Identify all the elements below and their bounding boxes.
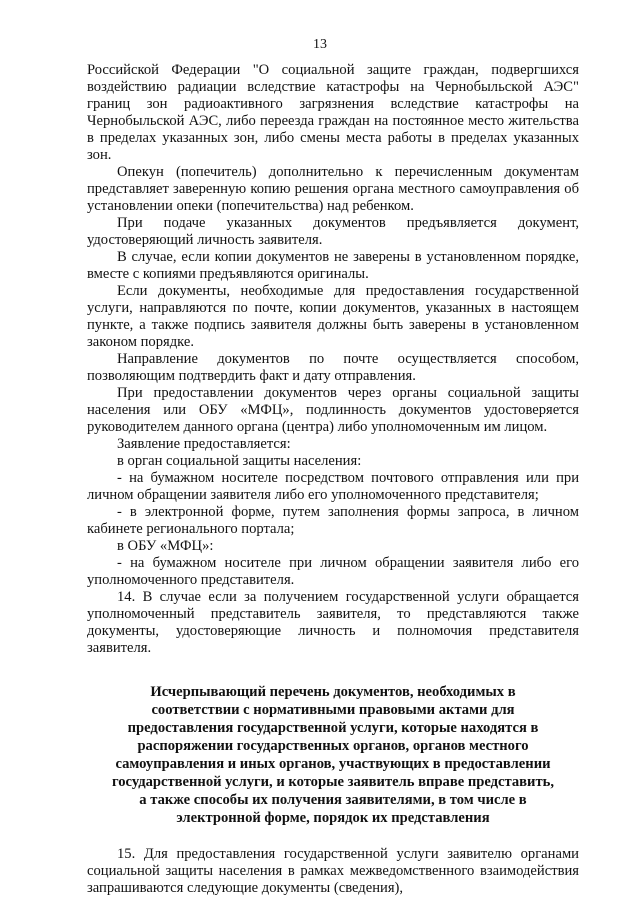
- paragraph-continuation: Российской Федерации "О социальной защите граждан, подвергшихся воздействию радиации вследствие катастрофы на Чернобыльской АЭС" границ зон радиоактивного загрязнения вследствие катастрофы на Чернобыльской АЭС, либо переезда граждан на постоянное место жительства в пределах указанных зон, либо смены места работы в пределах указанных зон.: [87, 62, 579, 163]
- paragraph-15: 15. Для предоставления государственной услуги заявителю органами социальной защиты населения в рамках межведомственного взаимодействия запрашиваются следующие документы (сведения),: [87, 846, 579, 896]
- paragraph-copies: В случае, если копии документов не заверены в установленном порядке, вместе с копиями предъявляются оригиналы.: [87, 249, 579, 282]
- paragraph-post: Если документы, необходимые для предоставления государственной услуги, направляются по почте, копии документов, указанных в настоящем пункте, а также подпись заявителя должны быть заверены в установленном законом порядке.: [87, 283, 579, 350]
- paragraph-mfc-verification: При предоставлении документов через органы социальной защиты населения или ОБУ «МФЦ», подлинность документов удостоверяется руководителем данного органа (центра) либо уполномоченным им лицом.: [87, 385, 579, 435]
- list-item-paper: - на бумажном носителе посредством почтового отправления или при личном обращении заявителя либо его уполномоченного представителя;: [87, 470, 579, 503]
- paragraph-application-provided: Заявление предоставляется:: [117, 436, 291, 452]
- list-item-mfc-paper: - на бумажном носителе при личном обращении заявителя либо его уполномоченного представителя.: [87, 555, 579, 588]
- body-text: [87, 62, 579, 897]
- section-heading: Исчерпывающий перечень документов, необходимых в соответствии с нормативными правовыми актами для предоставления государственной услуги, которые находятся в распоряжении государственных органов, органов местного самоуправления и иных органов, участвующих в предоставлении государственной услуги, и которые заявитель вправе представить, а также способы их получения заявителями, в том числе в электронной форме, порядок их представления: [111, 684, 555, 826]
- paragraph-identity: При подаче указанных документов предъявляется документ, удостоверяющий личность заявителя.: [87, 215, 579, 248]
- paragraph-mfc: в ОБУ «МФЦ»:: [117, 538, 214, 554]
- list-item-electronic: - в электронной форме, путем заполнения формы запроса, в личном кабинете регионального портала;: [87, 504, 579, 537]
- paragraph-14: 14. В случае если за получением государственной услуги обращается уполномоченный представитель заявителя, то представляются также документы, удостоверяющие личность и полномочия представителя заявителя.: [87, 589, 579, 656]
- page-number: 13: [313, 37, 327, 52]
- paragraph-social-protection: в орган социальной защиты населения:: [117, 453, 362, 469]
- paragraph-post-method: Направление документов по почте осуществляется способом, позволяющим подтвердить факт и дату отправления.: [87, 351, 579, 384]
- paragraph-guardian: Опекун (попечитель) дополнительно к перечисленным документам представляет заверенную копию решения органа местного самоуправления об установлении опеки (попечительства) над ребенком.: [87, 164, 579, 214]
